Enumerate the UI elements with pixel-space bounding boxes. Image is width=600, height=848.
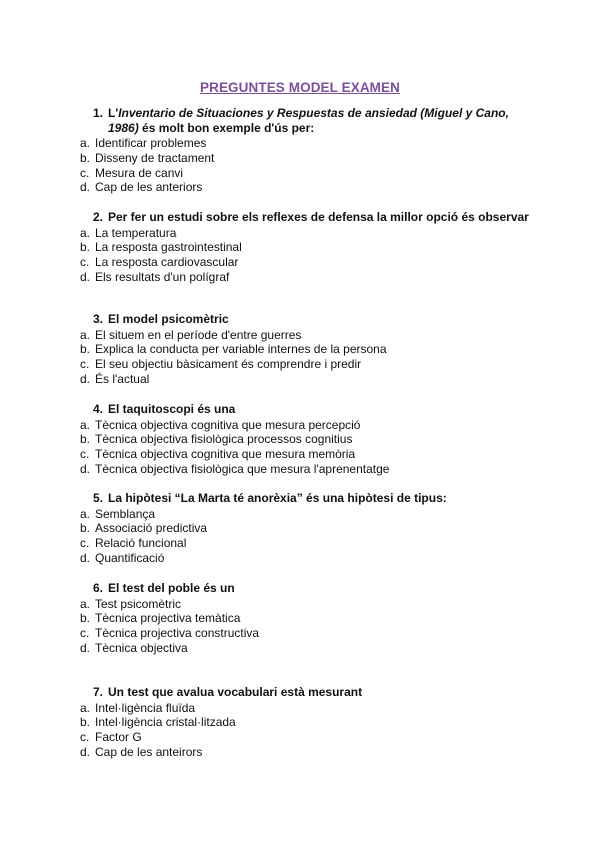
option-b: b. Explica la conducta per variable internes de la persona (80, 342, 387, 357)
option-c: c. Relació funcional (80, 536, 187, 551)
question-text: L'Inventario de Situaciones y Respuestas de ansiedad (Miguel y Cano, 1986) és molt bon exemple d'ús per: (108, 106, 509, 135)
question-heading (93, 491, 533, 506)
options-list (80, 597, 533, 656)
option-b: b. Tècnica projectiva temàtica (80, 611, 241, 626)
question-3 (80, 312, 533, 387)
question-heading (93, 402, 533, 417)
option-d: d. Quantificació (80, 550, 165, 565)
option-a: a. Test psicomètric (80, 596, 182, 611)
question-5 (80, 491, 533, 566)
option-b: b. Associació predictiva (80, 521, 208, 536)
options-list (80, 507, 533, 566)
question-number: 2. (93, 210, 104, 224)
options-list (80, 418, 533, 477)
question-2 (80, 210, 533, 285)
option-d: d. Tècnica objectiva fisiològica que mesura l'aprenentatge (80, 461, 390, 476)
question-text: El taquitoscopi és una (108, 402, 236, 416)
options-list (80, 701, 533, 760)
question-heading (93, 685, 533, 700)
question-number: 5. (93, 491, 104, 505)
question-heading (93, 312, 533, 327)
option-d: d. Cap de les anteriors (80, 180, 203, 195)
question-6 (80, 581, 533, 656)
question-number: 6. (93, 581, 104, 595)
question-text: Un test que avalua vocabulari està mesurant (108, 685, 363, 699)
options-list (80, 328, 533, 387)
option-a: a. La temperatura (80, 225, 177, 240)
option-c: c. Factor G (80, 730, 142, 745)
option-c: c. La resposta cardiovascular (80, 255, 239, 270)
option-c: c. El seu objectiu bàsicament és comprendre i predir (80, 357, 362, 372)
page-title: PREGUNTES MODEL EXAMEN (200, 80, 400, 95)
question-text: El test del poble és un (108, 581, 235, 595)
question-heading (93, 106, 533, 135)
option-d: d. Tècnica objectiva (80, 640, 188, 655)
option-a: a. El situem en el període d'entre guerres (80, 327, 302, 342)
option-c: c. Tècnica projectiva constructiva (80, 626, 260, 641)
option-a: a. Identificar problemes (80, 136, 207, 150)
option-d: d. Els resultats d'un polígraf (80, 269, 230, 284)
question-4 (80, 402, 533, 477)
option-d: d. Cap de les anteirors (80, 744, 203, 759)
options-list (80, 136, 533, 195)
option-d: d. És l'actual (80, 371, 150, 386)
question-number: 3. (93, 312, 104, 326)
question-heading (93, 581, 533, 596)
options-list (80, 226, 533, 285)
option-a: a. Semblança (80, 506, 156, 521)
question-1 (80, 106, 533, 195)
option-b: b. Tècnica objectiva fisiològica processos cognitius (80, 432, 353, 447)
question-italic-title: Inventario de Situaciones y Respuestas de ansiedad (Miguel y Cano, 1986) (108, 106, 509, 135)
question-number: 7. (93, 685, 104, 699)
question-text: La hipòtesi “La Marta té anorèxia” és una hipòtesi de tipus: (108, 491, 447, 505)
option-c: c. Tècnica objectiva cognitiva que mesura memòria (80, 447, 356, 462)
question-heading (93, 210, 533, 225)
option-b: b. Disseny de tractament (80, 150, 215, 165)
option-a: a. Intel·ligència fluïda (80, 700, 196, 715)
question-text: El model psicomètric (108, 312, 229, 326)
option-b: b. La resposta gastrointestinal (80, 240, 242, 255)
option-b: b. Intel·ligència cristal·litzada (80, 715, 236, 730)
option-a: a. Tècnica objectiva cognitiva que mesura percepció (80, 417, 361, 432)
question-7 (80, 685, 533, 760)
option-c: c. Mesura de canvi (80, 165, 184, 180)
question-number: 1. (93, 106, 104, 120)
question-text: Per fer un estudi sobre els reflexes de defensa la millor opció és observar (108, 210, 529, 224)
question-number: 4. (93, 402, 104, 416)
